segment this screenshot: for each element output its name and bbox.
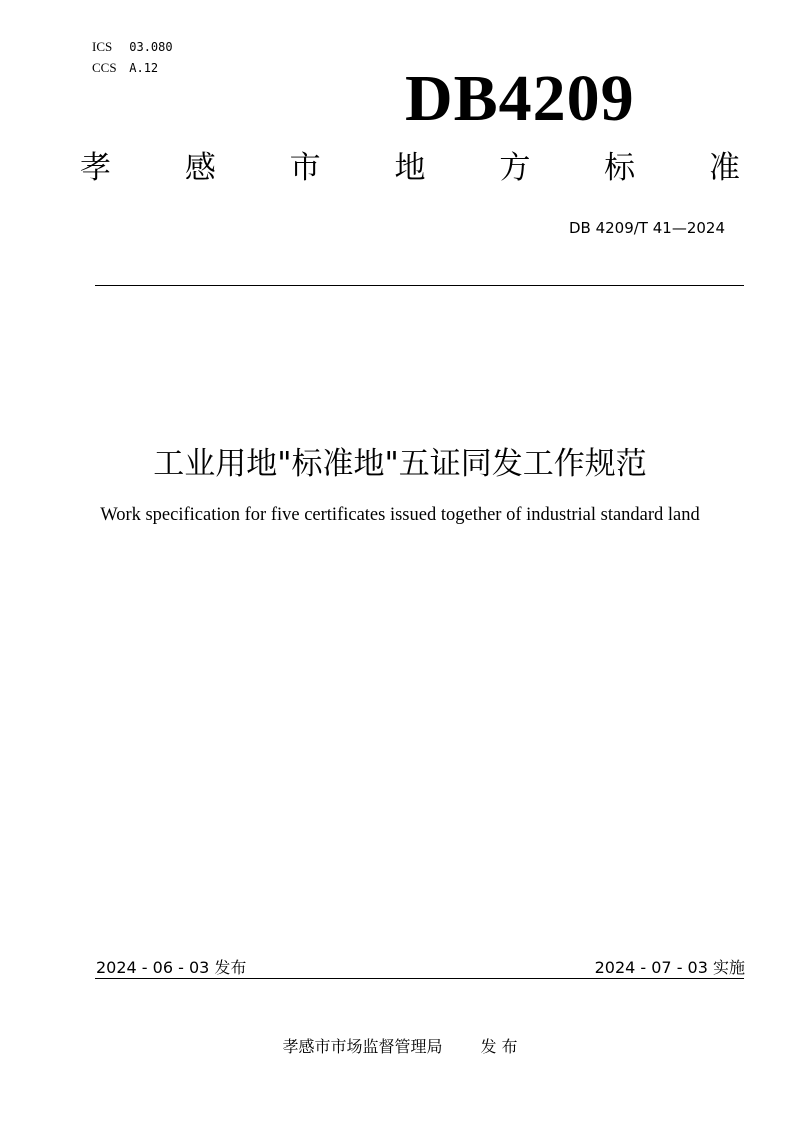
issuer-action: 发 布 xyxy=(480,1037,518,1056)
standard-type-char: 感 xyxy=(184,150,216,186)
standard-type-char: 孝 xyxy=(80,150,111,186)
document-title-en: Work specification for five certificates issued together of industrial standard land xyxy=(100,505,700,525)
ccs-code: A.12 xyxy=(129,61,159,75)
standard-type-heading xyxy=(80,150,740,186)
issuer-authority: 孝感市市场监督管理局 xyxy=(282,1037,443,1056)
issue-date: 2024 - 06 - 03 发布 xyxy=(96,958,247,977)
ccs-label: CCS xyxy=(92,60,117,75)
standard-number: DB 4209/T 41—2024 xyxy=(568,219,725,237)
ics-code: 03.080 xyxy=(129,40,173,54)
ccs-row xyxy=(92,60,158,76)
standard-type-char: 标 xyxy=(604,150,636,186)
document-title-cn: 工业用地"标准地"五证同发工作规范 xyxy=(153,446,647,482)
standard-type-char: 市 xyxy=(289,150,321,186)
standard-type-char: 准 xyxy=(708,150,740,186)
ics-row xyxy=(92,39,173,55)
ics-label: ICS xyxy=(92,39,113,54)
standard-logo: DB4209 xyxy=(405,62,635,135)
standard-type-char: 方 xyxy=(499,150,531,186)
issuer-line xyxy=(0,1034,800,1057)
footer-divider xyxy=(95,978,744,979)
header-divider xyxy=(95,285,744,286)
implementation-date: 2024 - 07 - 03 实施 xyxy=(594,958,745,977)
standard-type-char: 地 xyxy=(394,150,426,186)
